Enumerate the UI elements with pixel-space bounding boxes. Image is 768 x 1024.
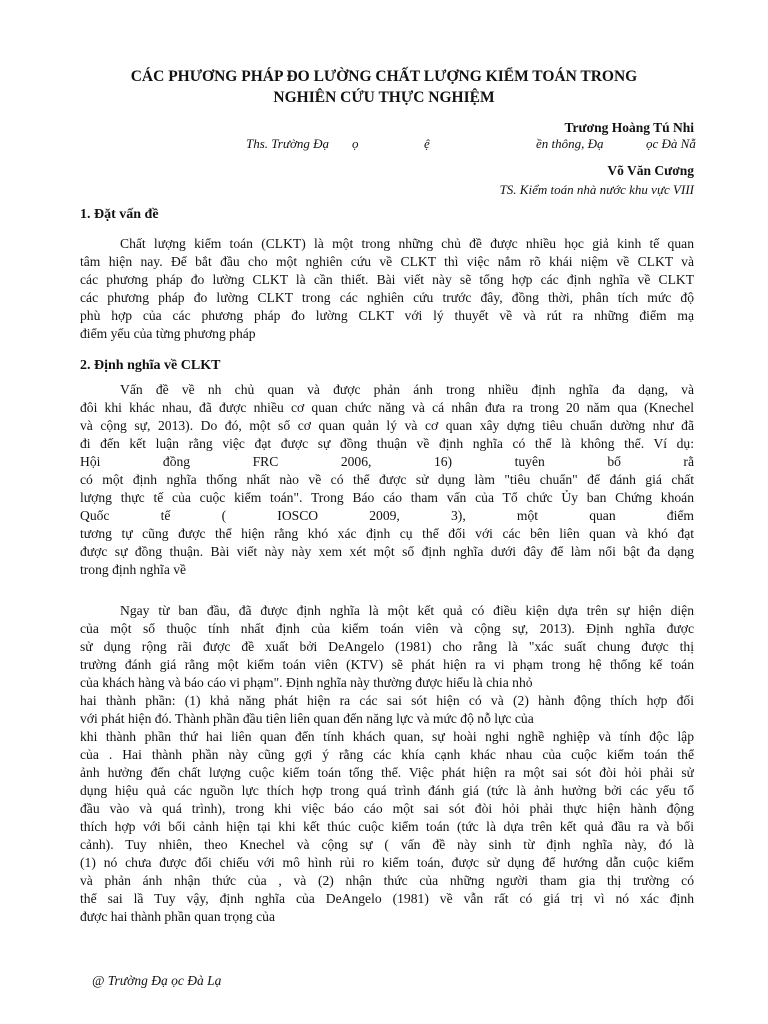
text-line: lượng thực tế của cuộc kiểm toán". Trong Báo cáo tham vấn của Tổ chức Ủy ban Chứng khoán (80, 490, 694, 505)
text-line: hai thành phần: (1) khả năng phát hiện ra các sai sót hiện có và (2) hành động thích hợp đối (80, 693, 694, 708)
text-line: và cộng sự, 2013). Do đó, một số cơ quan quản lý và cơ quan xây dựng tiêu chuẩn dường như đã (80, 418, 694, 433)
footer-copyright: @ Trường Đạ ọc Đà Lạ (92, 973, 222, 988)
text-line: thích hợp với bối cảnh hiện tại khi kết thúc cuộc kiểm toán (tức là dựa trên kết quả đầu ra và bối (80, 819, 694, 834)
text-line: của khách hàng và báo cáo vi phạm". Định nghĩa này thường được hiểu là chia nhỏ (80, 675, 533, 690)
text-line: các phương pháp đo lường CLKT trong các nghiên cứu trước đây, đồng thời, phân tích mức độ (80, 290, 694, 305)
text-line: đầu vào và quá trình), trong khi việc báo cáo một sai sót đòi hỏi phải thực hiện hành động (80, 801, 694, 816)
text-line: thể sai lầ Tuy vậy, định nghĩa của DeAngelo (1981) về vẫn rất có giá trị vì nó xác định (80, 891, 694, 906)
text-line: cảnh). Tuy nhiên, theo Knechel và cộng sự ( vấn đề này sinh từ định nghĩa này, đó là (80, 837, 694, 852)
text-line: Vấn đề về nh chủ quan và được phản ánh trong nhiều định nghĩa đa dạng, và (120, 382, 694, 397)
text-line: được sự đồng thuận. Bài viết này này xem xét một số định nghĩa dưới đây để làm nổi bật đa dạng (80, 544, 694, 559)
title-line-1: CÁC PHƯƠNG PHÁP ĐO LƯỜNG CHẤT LƯỢNG KIỂM TOÁN TRONG (130, 68, 638, 85)
section-2-heading: 2. Định nghĩa về CLKT (80, 358, 221, 373)
author-1-name: Trương Hoàng Tú Nhi (564, 120, 694, 135)
author-1-aff-part: ọ (352, 136, 359, 151)
section-1-heading: 1. Đặt vấn đề (80, 207, 159, 222)
text-line: Hội đồng FRC 2006, 16) tuyên bố rằ (80, 454, 694, 469)
text-line: (1) nó chưa được đối chiếu với mô hình rủi ro kiểm toán, được sử dụng để hướng dẫn cuộc kiểm (80, 855, 694, 870)
text-line: sử dụng rộng rãi được đề xuất bởi DeAngelo (1981) cho rằng là "xác suất chung được thị (80, 639, 694, 654)
text-line: và phản ánh nhận thức của , và (2) nhận thức của những người tham gia thị trường có (80, 873, 694, 888)
text-line: trong định nghĩa về (80, 562, 187, 577)
text-line: điểm yếu của từng phương pháp (80, 326, 256, 341)
text-line: khi thành phần thứ hai liên quan đến tính khách quan, sự hoài nghi nghề nghiệp và tính độc lập (80, 729, 694, 744)
text-line: đôi khi khác nhau, đã được nhiều cơ quan chức năng và cá nhân đưa ra trong 20 năm qua (Knechel (80, 400, 694, 415)
text-line: Quốc tế ( IOSCO 2009, 3), một quan điểm (80, 508, 694, 523)
text-line: tương tự cũng được thể hiện rằng khó xác định cụ thể đối với các bên liên quan và khó đạt (80, 526, 694, 541)
text-line: Ngay từ ban đầu, đã được định nghĩa là một kết quả có điều kiện dựa trên sự hiện diện (120, 603, 694, 618)
text-line: ảnh hưởng đến chất lượng cuộc kiểm toán tổng thể. Việc phát hiện ra một sai sót đòi hỏi phải sử (80, 765, 694, 780)
paper-title (60, 66, 708, 108)
text-line: các phương pháp đo lường CLKT là cần thiết. Bài viết này sẽ tổng hợp các định nghĩa về CLKT (80, 272, 694, 287)
text-line: của một số thuộc tính nhất định của kiểm toán viên và cộng sự, 2013). Định nghĩa được (80, 621, 694, 636)
text-line: dụng hiệu quả các nguồn lực thích hợp trong quá trình đánh giá (tức là ảnh hưởng bởi các yếu tố (80, 783, 694, 798)
text-line: của . Hai thành phần này cũng gợi ý rằng các khía cạnh khác nhau của cuộc kiểm toán thể (80, 747, 694, 762)
text-line: phù hợp của các phương pháp đo lường CLKT với lý thuyết về và rút ra những điểm mạ (80, 308, 694, 323)
author-1-aff-part: ền thông, Đạ (536, 136, 604, 151)
text-line: Chất lượng kiểm toán (CLKT) là một trong những chủ đề được nhiều học giả kinh tế quan (120, 236, 694, 251)
text-line: trường đánh giá rằng một kiểm toán viên (KTV) sẽ phát hiện ra vi phạm trong hệ thống kế toán (80, 657, 694, 672)
author-2-affiliation: TS. Kiểm toán nhà nước khu vực VIII (499, 182, 694, 197)
text-line: có một định nghĩa thống nhất nào về có thể được sử dụng làm "tiêu chuẩn" để đánh giá chất (80, 472, 694, 487)
text-line: tâm hiện nay. Để bắt đầu cho một nghiên cứu về CLKT thì việc nắm rõ khái niệm về CLKT và (80, 254, 694, 269)
text-line: với phát hiện đó. Thành phần đầu tiên liên quan đến năng lực và mức độ nỗ lực của (80, 711, 534, 726)
author-1-aff-part: Ths. Trường Đạ (246, 136, 330, 151)
title-line-2: NGHIÊN CỨU THỰC NGHIỆM (273, 89, 495, 106)
text-line: đi đến kết luận rằng việc đạt được sự đồng thuận về định nghĩa có thể là không thể. Ví dụ: (80, 436, 694, 451)
text-line: được hai thành phần quan trọng của (80, 909, 275, 924)
author-1-aff-part: ệ (424, 136, 430, 151)
author-2-name: Võ Văn Cương (607, 163, 694, 178)
author-1-aff-part: ọc Đà Nẵ (646, 136, 696, 151)
